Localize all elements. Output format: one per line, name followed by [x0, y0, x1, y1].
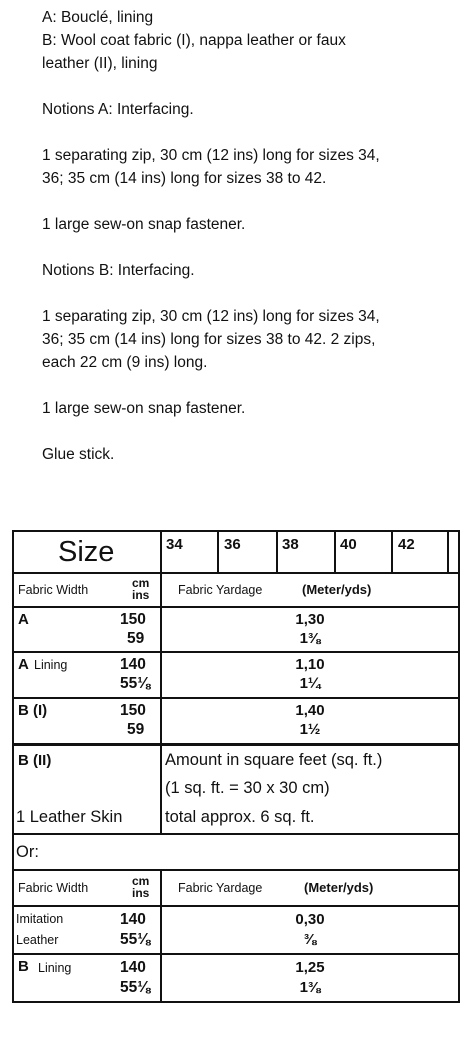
ins-label: ins	[132, 588, 150, 602]
fabric-width-label-2: Fabric Width	[18, 881, 89, 895]
row-a-lining-meter: 1,10	[295, 656, 325, 673]
row-b-lining	[14, 953, 458, 1001]
imitation-cm: 140	[120, 911, 146, 928]
leather-skin-label: 1 Leather Skin	[16, 808, 123, 826]
unit-label-2: (Meter/yds)	[304, 880, 374, 895]
leather-line-2: (1 sq. ft. = 30 x 30 cm)	[165, 779, 330, 797]
size-42: 42	[398, 536, 415, 553]
fabric-width-header-row-2	[14, 869, 458, 905]
or-label: Or:	[16, 843, 39, 861]
fabric-a-line: A: Bouclé, lining	[42, 9, 154, 26]
size-header-row	[14, 532, 458, 572]
fabric-yardage-label: Fabric Yardage	[178, 583, 263, 597]
row-a-lining-yds: 1¼	[299, 675, 321, 692]
row-a-lining	[14, 651, 458, 697]
zip-b-line-1: 1 separating zip, 30 cm (12 ins) long for sizes 34,	[42, 308, 380, 325]
row-a-label: A	[18, 611, 29, 628]
snap-a: 1 large sew-on snap fastener.	[42, 216, 246, 233]
row-a-yds: 1⅜	[299, 630, 321, 647]
yardage-table	[12, 530, 460, 1003]
row-b-lining-label: B	[18, 958, 29, 975]
imitation-label-1: Imitation	[16, 912, 64, 926]
fabric-yardage-label-2: Fabric Yardage	[178, 881, 263, 895]
size-34: 34	[166, 536, 183, 553]
size-40: 40	[340, 536, 357, 553]
zip-b-line-3: each 22 cm (9 ins) long.	[42, 354, 208, 371]
row-b-i-cm: 150	[120, 702, 146, 719]
row-b-i-meter: 1,40	[295, 702, 325, 719]
row-a-lining-cm: 140	[120, 656, 146, 673]
row-a-ins: 59	[127, 630, 145, 647]
row-b-i	[14, 697, 458, 743]
notions-a-heading: Notions A: Interfacing.	[42, 101, 194, 118]
row-a-lining-ins: 55⅛	[120, 675, 151, 692]
imitation-ins: 55⅛	[120, 931, 151, 948]
leather-line-1: Amount in square feet (sq. ft.)	[165, 751, 383, 769]
fabric-width-header-row	[14, 572, 458, 606]
cm-label: cm	[132, 576, 150, 590]
zip-a-line-1: 1 separating zip, 30 cm (12 ins) long for sizes 34,	[42, 147, 380, 164]
row-b-lining-meter: 1,25	[295, 959, 325, 976]
imitation-yds: ⅜	[303, 931, 317, 948]
fabric-b-line: B: Wool coat fabric (I), nappa leather or faux	[42, 32, 346, 49]
zip-a-line-2: 36; 35 cm (14 ins) long for sizes 38 to 42.	[42, 170, 327, 187]
imitation-meter: 0,30	[295, 911, 325, 928]
or-row	[14, 833, 458, 869]
unit-label: (Meter/yds)	[302, 582, 372, 597]
snap-b: 1 large sew-on snap fastener.	[42, 400, 246, 417]
row-b-i-label: B (I)	[18, 702, 48, 719]
row-b-lining-ins: 55⅛	[120, 979, 151, 996]
glue-stick: Glue stick.	[42, 446, 115, 463]
row-a-lining-label: A	[18, 656, 29, 673]
row-a	[14, 606, 458, 651]
row-b-i-ins: 59	[127, 721, 145, 738]
size-36: 36	[224, 536, 241, 553]
leather-line-3: total approx. 6 sq. ft.	[165, 808, 315, 826]
row-b-i-yds: 1½	[299, 721, 321, 738]
cm-label-2: cm	[132, 874, 150, 888]
notions-b-heading: Notions B: Interfacing.	[42, 262, 195, 279]
notions-text	[42, 6, 472, 466]
row-imitation-leather	[14, 905, 458, 953]
row-b-ii	[14, 743, 458, 833]
zip-b-line-2: 36; 35 cm (14 ins) long for sizes 38 to 42. 2 zips,	[42, 331, 376, 348]
row-b-lining-cm: 140	[120, 959, 146, 976]
row-a-meter: 1,30	[295, 611, 325, 628]
ins-label-2: ins	[132, 886, 150, 900]
row-b-ii-label: B (II)	[18, 752, 52, 769]
row-b-lining-sub: Lining	[38, 961, 72, 975]
row-b-lining-yds: 1⅜	[299, 979, 321, 996]
fabric-b-line-cont: leather (II), lining	[42, 55, 158, 72]
size-title: Size	[58, 536, 115, 568]
row-a-lining-sub: Lining	[34, 658, 68, 672]
size-38: 38	[282, 536, 299, 553]
fabric-width-label: Fabric Width	[18, 583, 89, 597]
imitation-label-2: Leather	[16, 933, 59, 947]
row-a-cm: 150	[120, 611, 146, 628]
